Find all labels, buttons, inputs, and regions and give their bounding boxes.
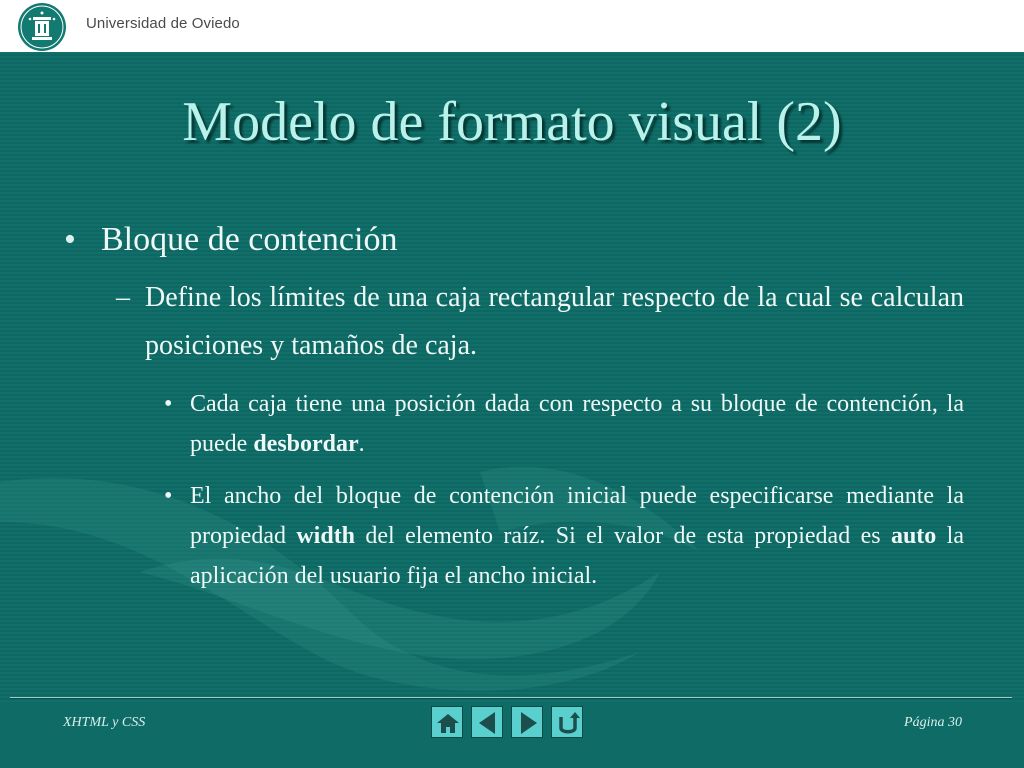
slide-content <box>64 218 964 596</box>
sub-bullet-item <box>116 274 964 370</box>
return-button[interactable] <box>551 706 583 738</box>
return-icon <box>552 707 584 739</box>
next-button[interactable] <box>511 706 543 738</box>
footer-course: XHTML y CSS <box>63 715 146 730</box>
point2-middle: del elemento raíz. Si el valor de esta propiedad es <box>355 523 891 549</box>
point1-bold: desbordar <box>253 431 359 457</box>
footer-page-number: Página 30 <box>904 715 962 730</box>
previous-icon <box>472 707 504 739</box>
point1-text: Cada caja tiene una posición dada con respecto a su bloque de contención, la puede <box>190 391 964 457</box>
bullet-marker: • <box>64 221 76 258</box>
header-bar <box>0 0 1024 53</box>
point-marker: • <box>164 391 173 417</box>
point-item-2 <box>164 476 964 596</box>
point2-text: El ancho del bloque de contención inicial puede especificarse mediante la propiedad <box>190 483 964 549</box>
point1-end: . <box>358 431 365 457</box>
home-icon <box>432 707 464 739</box>
sub-bullet-text: Define los límites de una caja rectangular respecto de la cual se calculan posiciones y tamaños de caja. <box>145 282 964 361</box>
point-item-1 <box>164 384 964 464</box>
institution-name: Universidad de Oviedo <box>86 15 240 32</box>
point2-bold-width: width <box>296 523 356 549</box>
bullet-text: Bloque de contención <box>101 221 398 258</box>
point2-end: la aplicación del usuario fija el ancho inicial. <box>190 523 964 589</box>
dash-marker: – <box>116 282 130 313</box>
bullet-item <box>64 218 964 262</box>
point-marker: • <box>164 483 173 509</box>
university-logo <box>18 3 66 51</box>
point2-bold-auto: auto <box>890 523 937 549</box>
next-icon <box>512 707 544 739</box>
home-button[interactable] <box>431 706 463 738</box>
footer-divider <box>10 697 1012 699</box>
slide-title: Modelo de formato visual (2) <box>182 91 842 153</box>
previous-button[interactable] <box>471 706 503 738</box>
